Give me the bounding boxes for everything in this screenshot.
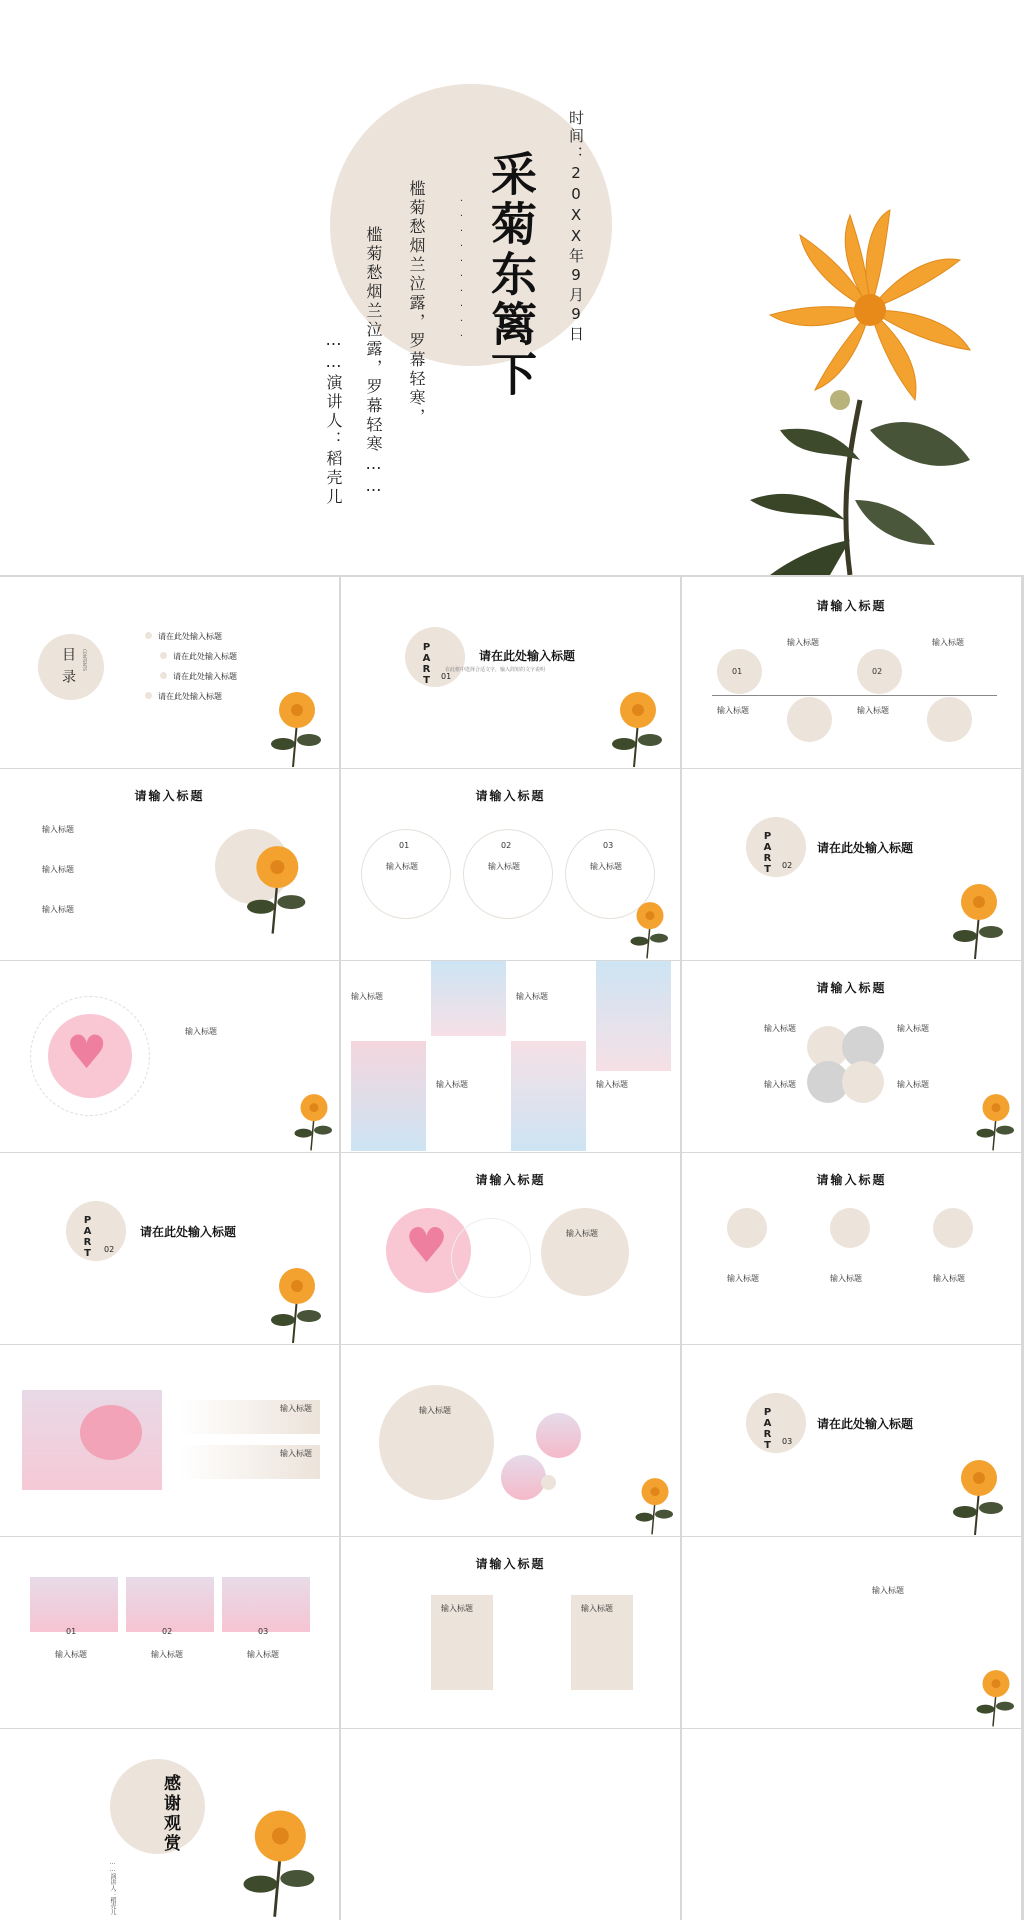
photo-label-3: 输入标题 [436,1080,468,1089]
timeline-num-2: 02 [872,667,883,676]
tree-card-2 [126,1577,214,1632]
cover-speaker: ……演讲人：稻壳儿 [324,330,343,507]
circle-num-2: 02 [501,841,512,850]
tree-num-2: 02 [162,1627,173,1636]
slide-title: 请输入标题 [475,1557,546,1571]
toc-subtitle: CONTENTS [82,649,87,671]
toc-title: 目录 [60,647,76,691]
flower-circle-2 [830,1208,870,1248]
quad-label-3: 输入标题 [764,1080,796,1089]
toc-item-2[interactable]: 请在此处输入标题 [160,651,237,662]
slide-title: 请输入标题 [816,981,887,995]
circle-label-1: 输入标题 [386,862,418,871]
sky-photo-4 [596,961,671,1071]
tree-bubble-2 [501,1455,546,1500]
slide-four-circles [682,961,1021,1152]
timeline-circle-3 [787,697,832,742]
slide-toc [0,577,339,768]
part-number: 03 [782,1437,793,1446]
chrysanthemum-icon [265,1258,325,1343]
part-circle [66,1201,126,1261]
slide-timeline [682,577,1021,768]
circle-num-1: 01 [399,841,410,850]
flower-circle-1 [727,1208,767,1248]
chrysanthemum-icon [235,1794,320,1919]
card-label-1: 输入标题 [441,1604,473,1613]
tree-num-1: 01 [66,1627,77,1636]
chrysanthemum-icon [265,682,325,767]
slide-tree-photo [0,1345,339,1536]
chrysanthemum-icon [606,682,666,767]
part-title: 请在此处输入标题 [479,649,576,663]
slide-part-02-b [0,1153,339,1344]
flower-label-2: 输入标题 [830,1274,862,1283]
slide-title: 请输入标题 [134,789,205,803]
flower-circle-3 [933,1208,973,1248]
ring-circle [451,1218,531,1298]
chrysanthemum-icon [240,829,310,939]
tree-num-3: 03 [258,1627,269,1636]
part-label: PART [82,1215,93,1259]
quad-label-2: 输入标题 [897,1024,929,1033]
timeline-label-4: 输入标题 [857,706,889,715]
bubble-label: 输入标题 [419,1406,451,1415]
slide-three-circles [341,769,680,960]
cover-poem-2: 槛菊愁烟兰泣露，罗幕轻寒…… [364,226,383,498]
part-circle [746,1393,806,1453]
part-circle [405,627,465,687]
slide-title: 请输入标题 [816,599,887,613]
tree-label-3: 输入标题 [247,1650,279,1659]
part-label: PART [421,642,432,686]
photo-label-4: 输入标题 [596,1080,628,1089]
part-title: 请在此处输入标题 [140,1225,237,1239]
slide-title: 请输入标题 [475,1173,546,1187]
part-label: PART [762,831,773,875]
part-label: PART [762,1407,773,1451]
chrysanthemum-icon [947,1450,1007,1535]
part-number: 01 [441,672,452,681]
slide-part-02 [682,769,1021,960]
timeline-line [712,695,997,696]
heart-icon: ♥ [405,1218,449,1274]
progress-label: 输入标题 [872,1586,904,1595]
part-number: 02 [782,861,793,870]
flower-label-1: 输入标题 [727,1274,759,1283]
cover-slide [0,0,1024,575]
tree-label-1: 输入标题 [55,1650,87,1659]
heart-icon: ♥ [66,1025,108,1079]
tree-card-3 [222,1577,310,1632]
thanks-title: 感谢观赏 [160,1774,180,1854]
tree-crown-icon [80,1405,142,1460]
photo-label-2: 输入标题 [516,992,548,1001]
banner-label-1: 输入标题 [280,1404,312,1413]
toc-item-4[interactable]: 请在此处输入标题 [145,691,222,702]
slide-part-03 [682,1345,1021,1536]
heart-label: 输入标题 [185,1027,217,1036]
chrysanthemum-icon [631,1470,676,1535]
timeline-circle-4 [927,697,972,742]
chrysanthemum-icon [972,1086,1017,1151]
thanks-speaker: ……演讲人：稻壳儿 [109,1859,116,1915]
chrysanthemum-icon [290,1086,335,1151]
sky-photo-3 [511,1041,586,1151]
quad-label-1: 输入标题 [764,1024,796,1033]
timeline-label-1: 输入标题 [787,638,819,647]
chrysanthemum-icon [972,1662,1017,1727]
cover-chrysanthemum-illustration [720,200,980,575]
list-item-2: 输入标题 [42,865,74,874]
timeline-label-3: 输入标题 [717,706,749,715]
card-label-2: 输入标题 [581,1604,613,1613]
slide-thanks [0,1729,339,1920]
tree-label-2: 输入标题 [151,1650,183,1659]
slide-progress [682,1537,1021,1728]
sky-photo-2 [351,1041,426,1151]
cover-time: 时间：20XX年9月9日 [567,110,585,344]
slide-heart [0,961,339,1152]
heart-two-label: 输入标题 [566,1229,598,1238]
slide-three-flowers [682,1153,1021,1344]
photo-label-1: 输入标题 [351,992,383,1001]
cover-dots: ·········· [456,196,467,346]
slide-title: 请输入标题 [475,789,546,803]
label-circle [541,1208,629,1296]
slide-bubbles [341,1345,680,1536]
slide-photo-grid [341,961,680,1152]
circle-num-3: 03 [603,841,614,850]
slide-three-trees [0,1537,339,1728]
cover-poem-1: 槛菊愁烟兰泣露，罗幕轻寒， [407,180,426,427]
chrysanthemum-icon [947,874,1007,959]
slide-two-cards [341,1537,680,1728]
banner-label-2: 输入标题 [280,1449,312,1458]
slide-heart-two [341,1153,680,1344]
list-item-3: 输入标题 [42,905,74,914]
part-number: 02 [104,1245,115,1254]
timeline-num-1: 01 [732,667,743,676]
part-circle [746,817,806,877]
part-subtext: 在此框中选择合适文字，输入简短的文字说明 [445,667,546,673]
slide-part-01 [341,577,680,768]
toc-item-1[interactable]: 请在此处输入标题 [145,631,222,642]
toc-item-3[interactable]: 请在此处输入标题 [160,671,237,682]
flower-label-3: 输入标题 [933,1274,965,1283]
sky-photo-1 [431,961,506,1036]
circle-label-2: 输入标题 [488,862,520,871]
circle-label-3: 输入标题 [590,862,622,871]
slide-list-flower [0,769,339,960]
quad-circle-4 [842,1061,884,1103]
list-item-1: 输入标题 [42,825,74,834]
chrysanthemum-icon [626,894,671,959]
part-title: 请在此处输入标题 [817,841,914,855]
timeline-label-2: 输入标题 [932,638,964,647]
slide-blank-1 [341,1729,680,1920]
tree-card-1 [30,1577,118,1632]
cover-title: 采菊东篱下 [484,150,538,400]
part-title: 请在此处输入标题 [817,1417,914,1431]
slide-blank-2 [682,1729,1021,1920]
slide-title: 请输入标题 [816,1173,887,1187]
bubble-big [379,1385,494,1500]
dot-bubble [541,1475,556,1490]
quad-label-4: 输入标题 [897,1080,929,1089]
tree-bubble-1 [536,1413,581,1458]
